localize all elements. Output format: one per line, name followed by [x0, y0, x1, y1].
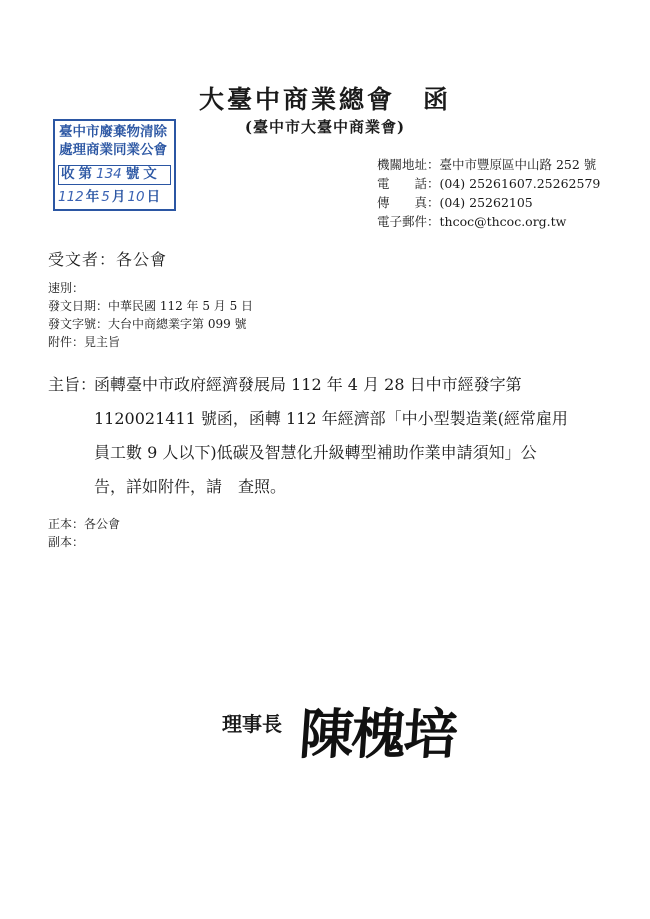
stamp-date-row	[58, 188, 171, 206]
stamp-received-label: 收	[61, 166, 75, 182]
stamp-received-suffix: 號	[125, 166, 140, 182]
subject-label: 主旨：	[48, 375, 97, 394]
contact-phone: 電 話：(04) 25261607.25262579	[377, 176, 601, 191]
stamp-org-line-1: 臺中市廢棄物清除	[59, 124, 167, 140]
signature-name: 陳槐培	[297, 702, 458, 766]
signature-role: 理事長	[222, 712, 282, 736]
meta-attachment: 附件：見主旨	[48, 335, 121, 349]
stamp-org-line-2: 處理商業同業公會	[59, 142, 167, 158]
document-title: 大臺中商業總會 函	[198, 85, 451, 114]
meta-date: 發文日期：中華民國 112 年 5 月 5 日	[48, 299, 254, 313]
stamp-received-end: 文	[143, 166, 157, 182]
document-subtitle: (臺中市大臺中商業會)	[244, 118, 406, 136]
copy-original: 正本：各公會	[48, 517, 121, 531]
stamp-date-year: 112	[58, 189, 84, 205]
contact-info	[377, 155, 600, 231]
subject-body	[94, 368, 594, 504]
stamp-received-prefix: 第	[78, 166, 92, 182]
signature-block	[222, 690, 482, 770]
recipient: 受文者：各公會	[48, 250, 168, 269]
meta-speed: 速別：	[48, 281, 85, 295]
meta-doc-number: 發文字號：大台中商總業字第 099 號	[48, 317, 247, 331]
document-meta	[48, 279, 253, 351]
stamp-date-year-label: 年	[85, 189, 100, 205]
subject-line: 告，詳如附件，請 查照。	[94, 477, 287, 496]
contact-fax: 傳 真：(04) 25262105	[377, 195, 533, 210]
contact-address: 機關地址：臺中市豐原區中山路 252 號	[377, 157, 597, 172]
subject-line: 員工數 9 人以下)低碳及智慧化升級轉型補助作業申請須知」公	[94, 443, 537, 462]
contact-email: 電子郵件：thcoc@thcoc.org.tw	[377, 214, 567, 229]
stamp-received-number-row	[58, 165, 171, 185]
stamp-received-number: 134	[96, 166, 122, 182]
copy-duplicate: 副本：	[48, 535, 85, 549]
received-stamp	[53, 119, 176, 211]
subject-line: 函轉臺中市政府經濟發展局 112 年 4 月 28 日中市經發字第	[94, 375, 522, 394]
stamp-date-month-label: 月	[111, 189, 126, 205]
copies-section	[48, 515, 120, 551]
stamp-date-day: 10	[127, 189, 145, 205]
stamp-date-day-label: 日	[146, 189, 161, 205]
stamp-date-month: 5	[101, 189, 110, 205]
subject-line: 1120021411 號函，函轉 112 年經濟部「中小型製造業(經常雇用	[94, 409, 568, 428]
